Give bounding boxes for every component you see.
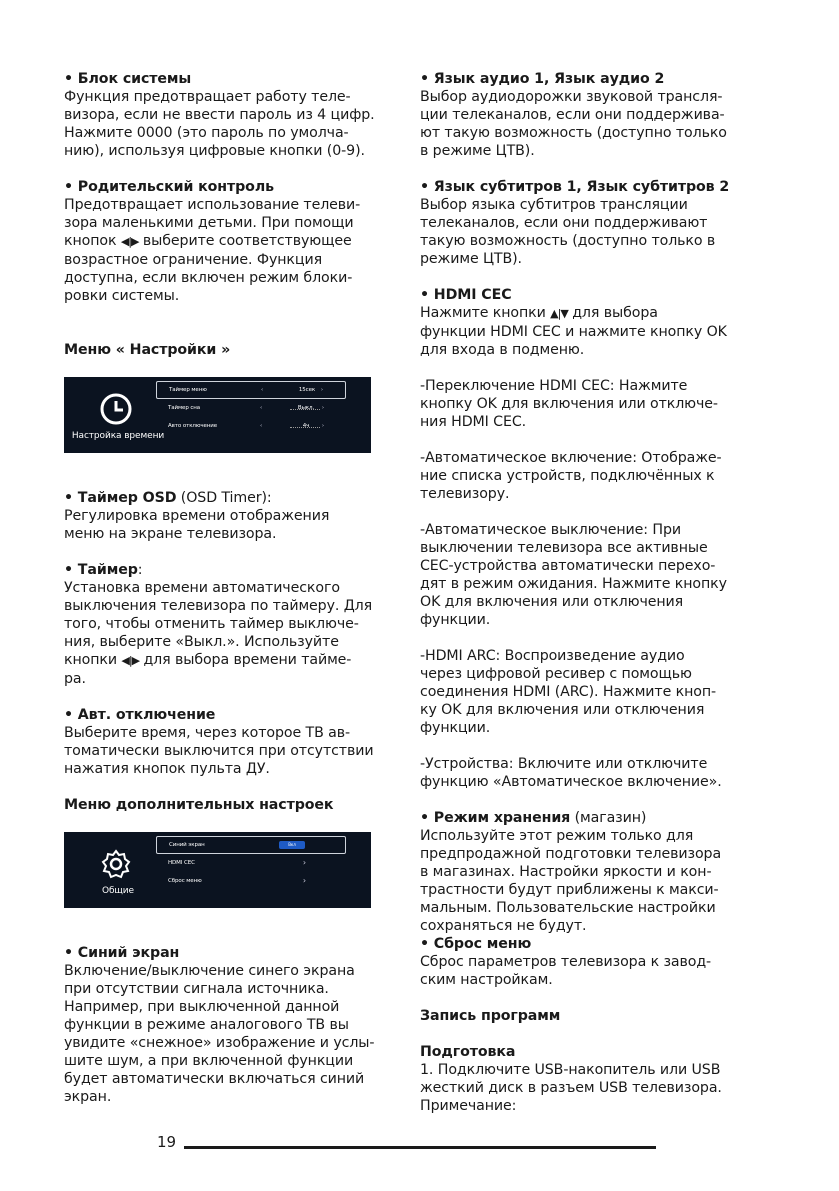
left-column	[64, 70, 404, 1124]
row-blue-screen[interactable]	[156, 836, 346, 854]
heading-recording: Запись программ	[420, 1008, 561, 1024]
row-value: 15сек	[298, 387, 316, 393]
text-blue-screen: Включение/выключение синего экрана при отсутствии сигнала источника. Например, при выключенной данной функции в режиме аналогового ТВ вы увидите «снежное» изображение и услы- шите шум, а при включенной функции будет автоматически включаться синий экран.	[64, 963, 375, 1105]
row-label: HDMI CEC	[168, 860, 195, 866]
text-timer-a: Установка времени автоматического выключения телевизора по таймеру. Для того, чтобы отменить таймер выключе- ния, выберите «Выкл.». Используйте кнопки	[64, 580, 373, 668]
chevron-left-icon: ‹	[260, 405, 263, 411]
text-timer-b: для выбора времени тайме- ра.	[64, 652, 352, 687]
chevron-right-icon: ›	[302, 858, 306, 867]
paragraph-devices	[420, 755, 760, 791]
heading-store-mode-sub: (магазин)	[570, 810, 647, 826]
dots-indicator	[290, 409, 320, 410]
text-parental-a: Предотвращает использование телеви- зора маленькими детьми. При помощи кнопок	[64, 197, 361, 249]
row-label: Таймер сна	[168, 405, 201, 411]
text-hdmi-b: для выбора функции HDMI CEC и нажмите кнопку OK для входа в подменю.	[420, 305, 727, 358]
row-sleep-timer[interactable]	[156, 399, 346, 417]
text-subtitle-language: Выбор языка субтитров трансляции телеканалов, если они поддерживают такую возможность (доступно только в режиме ЦТВ).	[420, 197, 716, 267]
heading-auto-off: • Авт. отключение	[64, 707, 216, 723]
heading-system-lock: • Блок системы	[64, 71, 192, 87]
time-settings-list	[156, 381, 346, 435]
toggle-switch[interactable]: Вкл	[279, 841, 305, 849]
paragraph-auto-off	[420, 521, 760, 629]
up-down-arrows-icon: ▲|▼	[550, 307, 568, 320]
text-devices: -Устройства: Включите или отключите функцию «Автоматическое включение».	[420, 756, 722, 790]
heading-blue-screen: • Синий экран	[64, 945, 180, 961]
text-audio-language: Выбор аудиодорожки звуковой трансля- ции телеканалов, если они поддержива- ют такую возможность (доступно только в режиме ЦТВ).	[420, 89, 727, 159]
text-timer	[64, 579, 404, 688]
text-hdmi-a: Нажмите кнопки	[420, 305, 551, 321]
gear-icon	[98, 846, 134, 882]
chevron-right-icon: ›	[321, 423, 324, 429]
text-hdmi-arc: -HDMI ARC: Воспроизведение аудио через цифровой ресивер с помощью соединения HDMI (ARC). Нажмите кноп- ку OK для включения или отключения функции.	[420, 648, 717, 736]
text-auto-off: Выберите время, через которое ТВ ав- томатически выключится при отсутствии нажатия кнопок пульта ДУ.	[64, 725, 374, 777]
page-number: 19	[157, 1133, 177, 1151]
chevron-right-icon: ›	[302, 876, 306, 885]
section-subtitle-language	[420, 178, 760, 268]
row-hdmi-cec[interactable]	[156, 854, 346, 872]
row-label: Таймер меню	[169, 387, 207, 393]
heading-audio-language: • Язык аудио 1, Язык аудио 2	[420, 71, 665, 87]
text-auto-off-cec: -Автоматическое выключение: При выключении телевизора все активные CEC-устройства автоматически перехо- дят в режим ожидания. Нажмите кнопку OK для включения или отключения функции.	[420, 522, 727, 628]
paragraph-cec-switch	[420, 377, 760, 431]
menu-advanced-title: Меню дополнительных настроек	[64, 797, 334, 813]
text-preparation: 1. Подключите USB-накопитель или USB жесткий диск в разъем USB телевизора. Примечание:	[420, 1062, 722, 1114]
row-value: Выкл.	[297, 405, 315, 411]
heading-preparation: Подготовка	[420, 1044, 516, 1060]
section-system-lock	[64, 70, 404, 160]
chevron-left-icon: ‹	[260, 423, 263, 429]
section-blue-screen	[64, 944, 404, 1106]
paragraph-auto-on	[420, 449, 760, 503]
time-settings-caption: Настройка времени	[71, 431, 165, 441]
chevron-right-icon: ›	[320, 387, 323, 393]
general-settings-screenshot	[64, 832, 371, 908]
heading-timer	[64, 561, 404, 579]
heading-osd-timer-sub: (OSD Timer):	[176, 490, 272, 506]
heading-parental-control: • Родительский контроль	[64, 179, 274, 195]
general-settings-list	[156, 836, 346, 890]
section-audio-language	[420, 70, 760, 160]
row-value: 4ч	[302, 423, 310, 429]
footer-rule	[184, 1146, 656, 1149]
row-label: Сброс меню	[168, 878, 202, 884]
clock-icon	[98, 391, 134, 427]
heading-reset-menu: • Сброс меню	[420, 936, 532, 952]
text-auto-on: -Автоматическое включение: Отображе- ние списка устройств, подключённых к телевизору.	[420, 450, 722, 502]
section-store-mode	[420, 809, 760, 935]
row-menu-timer[interactable]	[156, 381, 346, 399]
heading-store-mode	[420, 809, 760, 827]
section-parental-control	[64, 178, 404, 305]
text-store-mode: Используйте этот режим только для предпродажной подготовки телевизора в магазинах. Настройки яркости и кон- трастности будут приближены к макси- мальным. Пользовательские настройки сохраняться не будут.	[420, 828, 722, 934]
general-caption: Общие	[102, 886, 134, 896]
row-label: Синий экран	[169, 842, 205, 848]
chevron-left-icon: ‹	[261, 387, 264, 393]
chevron-right-icon: ›	[321, 405, 324, 411]
heading-timer-sub: :	[137, 562, 143, 578]
text-cec-switch: -Переключение HDMI CEC: Нажмите кнопку OK для включения или отключе- ния HDMI CEC.	[420, 378, 718, 430]
heading-osd-timer-title: • Таймер OSD	[64, 490, 177, 506]
left-right-arrows-icon: ◀|▶	[120, 235, 139, 248]
menu-settings-title: Меню « Настройки »	[64, 342, 231, 358]
dots-indicator	[290, 427, 320, 428]
section-hdmi-cec	[420, 286, 760, 359]
heading-osd-timer	[64, 489, 404, 507]
section-timer	[64, 561, 404, 688]
row-auto-off[interactable]	[156, 417, 346, 435]
text-system-lock: Функция предотвращает работу теле- визора, если не ввести пароль из 4 цифр. Нажмите 0000 (это пароль по умолча- нию), используя цифровые кнопки (0-9).	[64, 89, 375, 159]
section-reset-menu	[420, 935, 760, 989]
left-right-arrows-icon: ◀|▶	[121, 654, 140, 667]
time-settings-screenshot	[64, 377, 371, 453]
heading-hdmi-cec: • HDMI CEC	[420, 287, 512, 303]
section-osd-timer	[64, 489, 404, 543]
text-hdmi-cec	[420, 304, 760, 359]
text-parental-b: выберите соответствующее возрастное ограничение. Функция доступна, если включен режим блоки- ровки системы.	[64, 233, 353, 304]
section-auto-off	[64, 706, 404, 778]
text-reset-menu: Сброс параметров телевизора к завод- ским настройкам.	[420, 954, 712, 988]
heading-timer-title: • Таймер	[64, 562, 138, 578]
row-label: Авто отключение	[168, 423, 218, 429]
heading-store-mode-title: • Режим хранения	[420, 810, 571, 826]
paragraph-hdmi-arc	[420, 647, 760, 737]
text-osd-timer: Регулировка времени отображения меню на экране телевизора.	[64, 508, 330, 542]
heading-subtitle-language: • Язык субтитров 1, Язык субтитров 2	[420, 179, 730, 195]
text-parental-control	[64, 196, 404, 305]
right-column	[420, 70, 760, 1115]
row-reset-menu[interactable]	[156, 872, 346, 890]
